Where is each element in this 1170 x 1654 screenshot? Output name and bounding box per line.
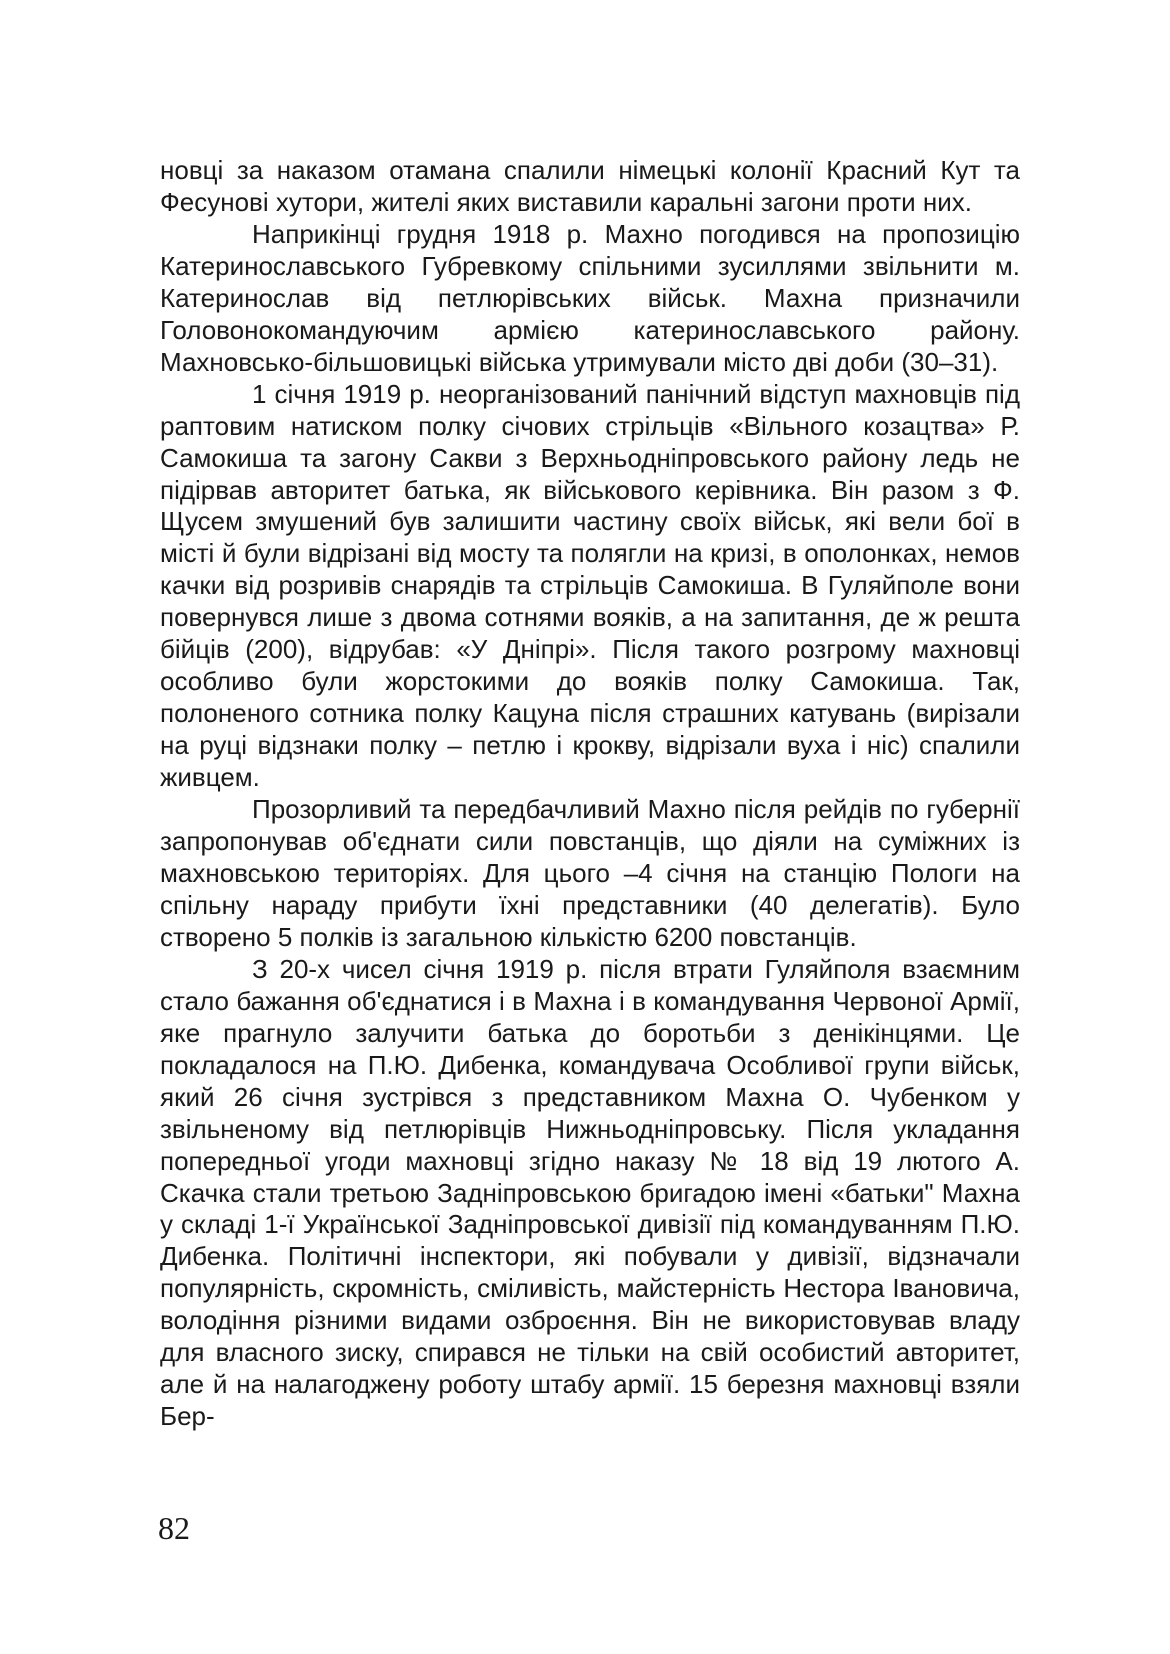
- paragraph-red-army-union: З 20-х чисел січня 1919 р. після втрати Гуляйполя взаємним стало бажання об'єднатися і в Махна і в командування Червоної Армії, яке прагнуло залучити батька до боротьби з денікінцями. Це покладалося на П.Ю. Дибенка, командувача Особливої групи військ, який 26 січня зустрівся з представником Махна О. Чубенком у звільненому від петлюрівців Нижньодніпровську. Після укладання попередньої угоди махновці згідно наказу № 18 від 19 лютого А. Скачка стали третьою Задніпровською бригадою імені «батьки" Махна у складі 1-ї Української Задніпровської дивізії під командуванням П.Ю. Дибенка. Політичні інспектори, які побували у дивізії, відзначали популярність, скромність, сміливість, майстерність Нестора Івановича, володіння різними видами озброєння. Він не використовував владу для власного зиску, спирався не тільки на свій особистий авторитет, але й на налагоджену роботу штабу армії. 15 березня махновці взяли Бер-: [160, 953, 1020, 1432]
- page-number: 82: [158, 1510, 190, 1546]
- body-text: [160, 155, 1020, 1433]
- paragraph-pology-meeting: Прозорливий та передбачливий Махно після рейдів по губернії запропонував об'єднати сили повстанців, що діяли на суміжних із махновською територіях. Для цього –4 січня на станцію Пологи на спільну нараду прибути їхні представники (40 делегатів). Було створено 5 полків із загальною кількістю 6200 повстанців.: [160, 794, 1020, 952]
- paragraph-january-retreat: 1 січня 1919 р. неорганізований панічний відступ махновців під раптовим натиском полку січових стрільців «Вільного козацтва» Р. Самокиша та загону Сакви з Верхньодніпровського району ледь не підірвав авторитет батька, як військового керівника. Він разом з Ф. Щусем змушений був залишити частину своїх військ, які вели бої в місті й були відрізані від мосту та полягли на кризі, в ополонках, немов качки від розривів снарядів та стрільців Самокиша. В Гуляйполе вони повернувся лише з двома сотнями вояків, а на запитання, де ж решта бійців (200), відрубав: «У Дніпрі». Після такого розгрому махновці особливо були жорстокими до вояків полку Самокиша. Так, полоненого сотника полку Кацуна після страшних катувань (вирізали на руці відзнаки полку – петлю і крокву, відрізали вуха і ніс) спалили живцем.: [160, 378, 1020, 793]
- paragraph-continuation: новці за наказом отамана спалили німецькі колонії Красний Кут та Фесунові хутори, жителі яких виставили каральні загони проти них.: [160, 155, 1020, 217]
- paragraph-makhno-katerynoslav: Наприкінці грудня 1918 р. Махно погодився на пропозицію Катеринославського Губревкому спільними зусиллями звільнити м. Катеринослав від петлюрівських військ. Махна призначили Головонокомандуючим армією катеринославського району. Махновсько-більшовицькі війська утримували місто дві доби (30–31).: [160, 218, 1020, 377]
